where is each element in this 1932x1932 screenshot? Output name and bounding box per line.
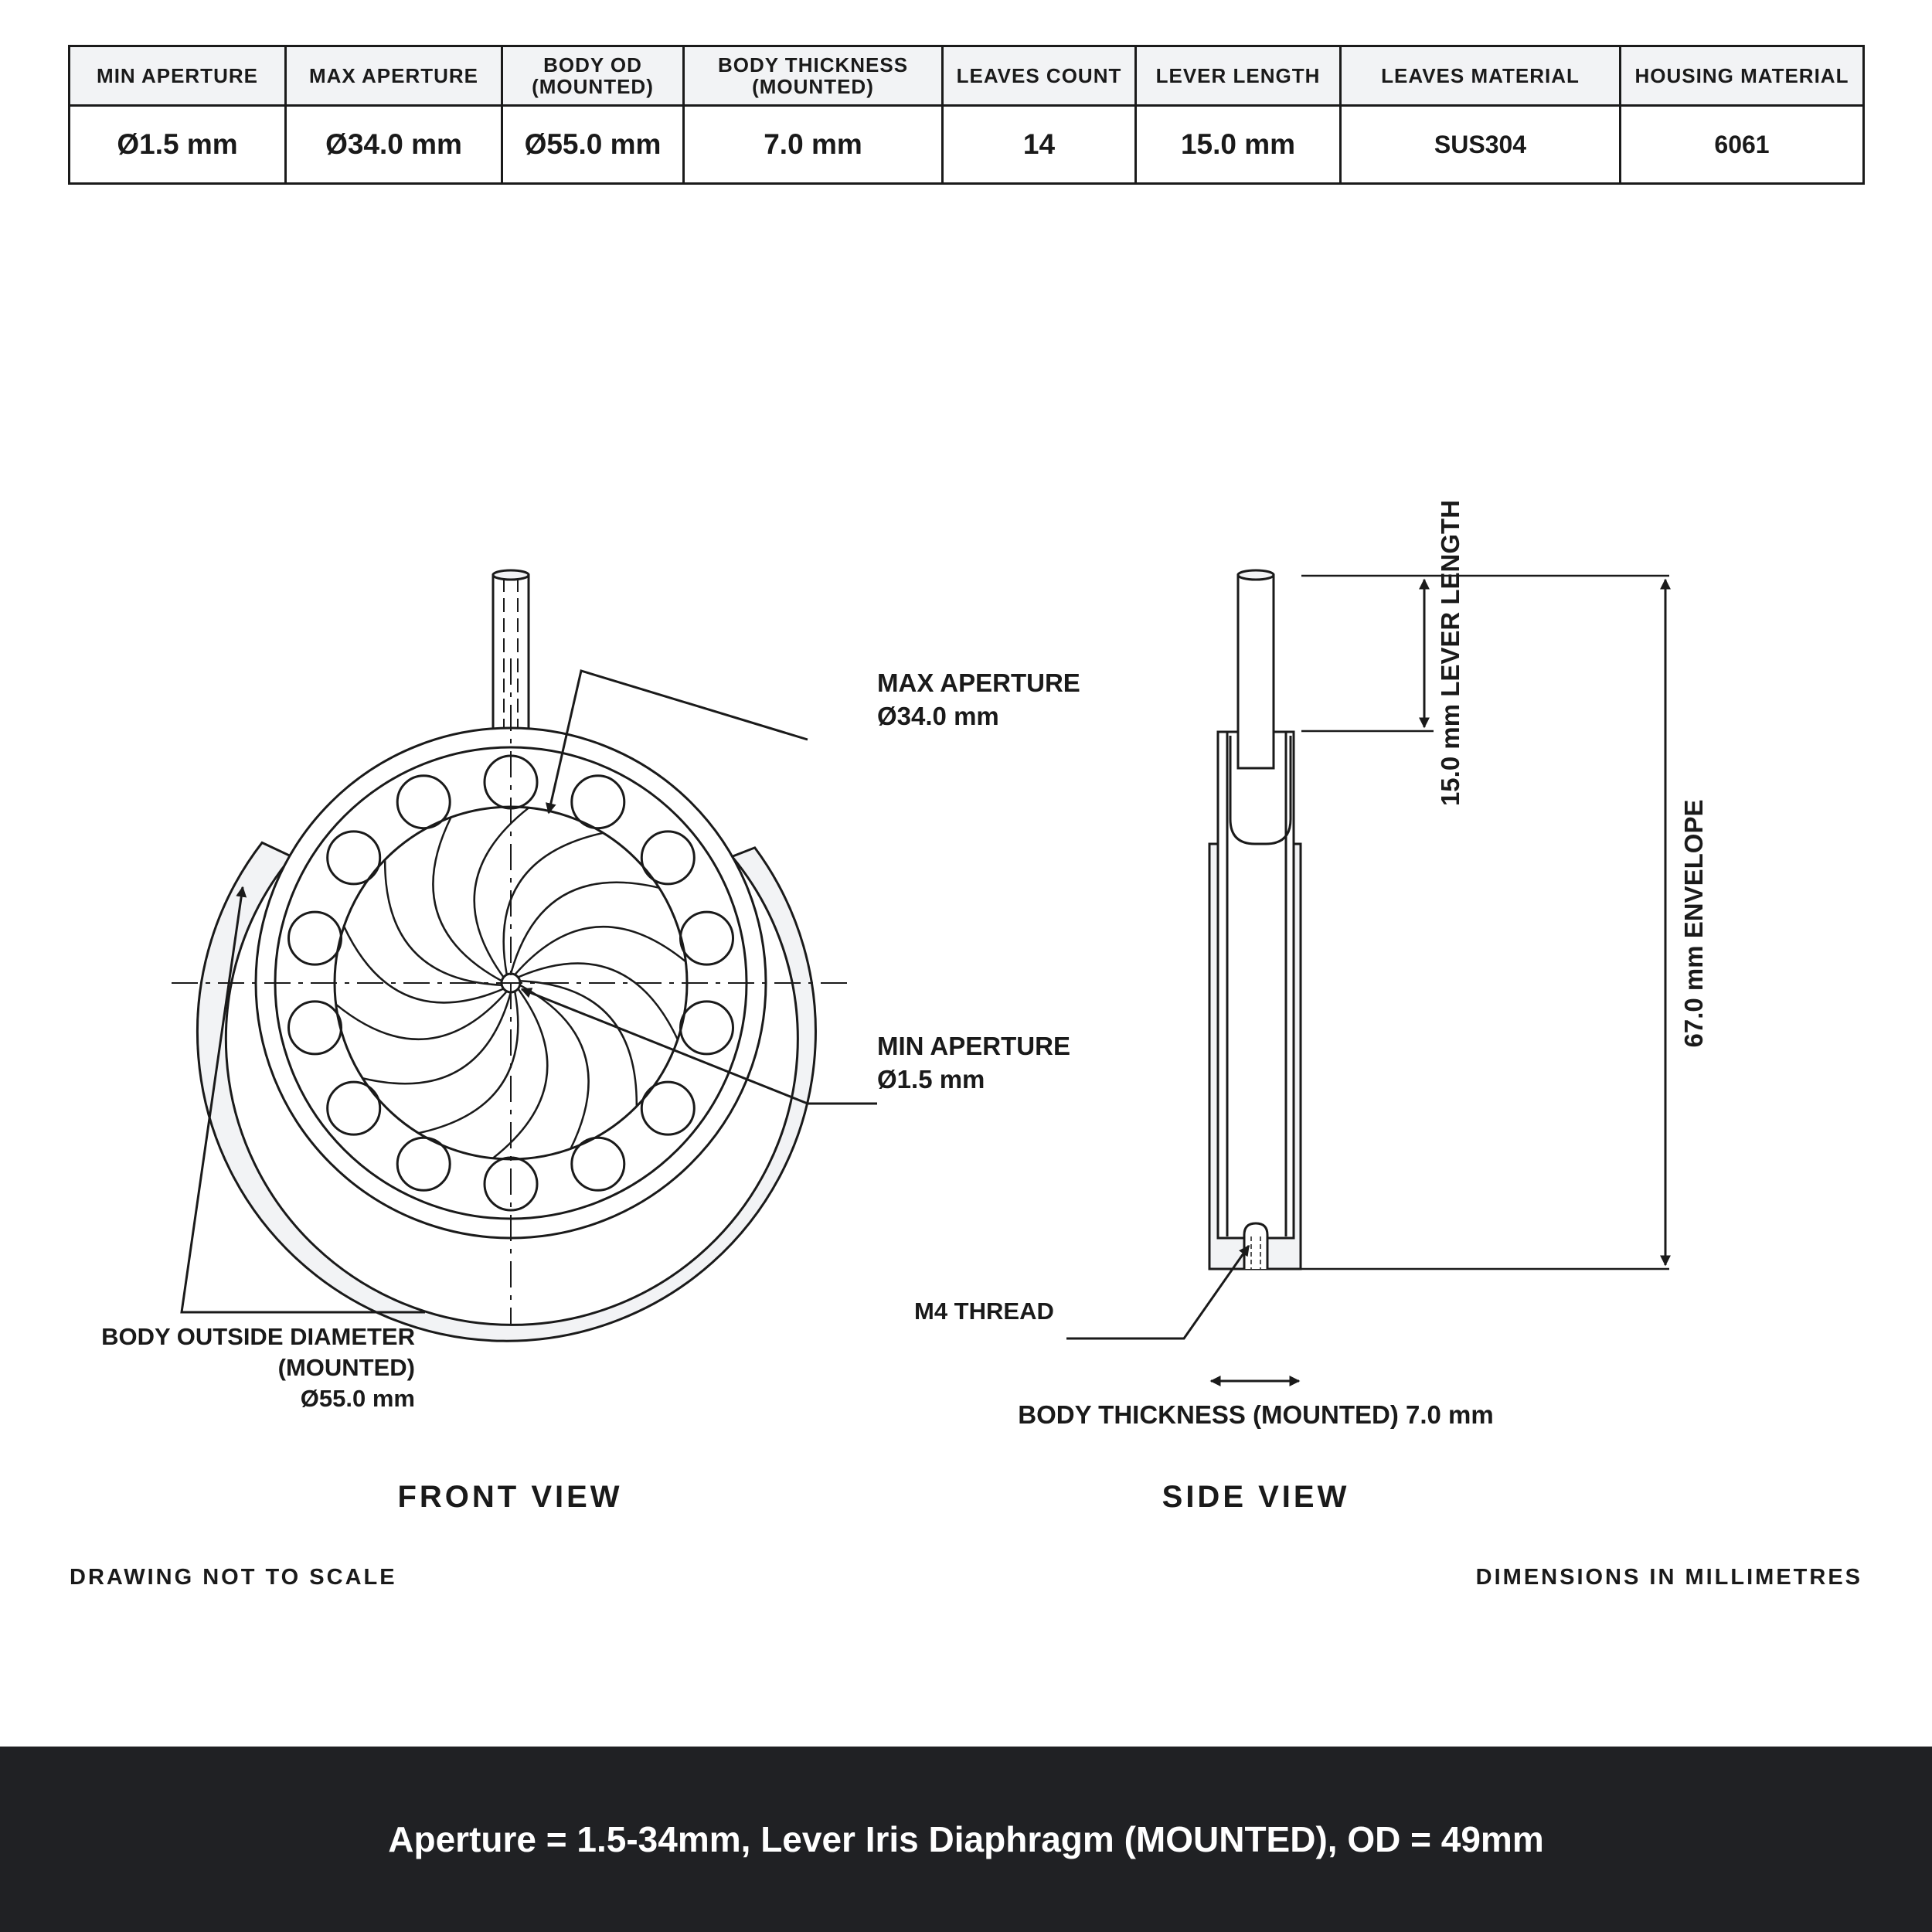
side-lever-pin bbox=[1238, 575, 1274, 768]
header-lever-length: LEVER LENGTH bbox=[1136, 46, 1341, 106]
footer-caption: Aperture = 1.5-34mm, Lever Iris Diaphragm (MOUNTED), OD = 49mm bbox=[388, 1819, 1544, 1859]
front-view bbox=[172, 570, 877, 1341]
value-body-od: Ø55.0 mm bbox=[502, 106, 684, 184]
value-leaves-material: SUS304 bbox=[1341, 106, 1621, 184]
value-max-aperture: Ø34.0 mm bbox=[286, 106, 502, 184]
body-thickness-label: BODY THICKNESS (MOUNTED) 7.0 mm bbox=[1018, 1400, 1494, 1429]
mounting-hole bbox=[289, 1002, 342, 1054]
body-od-label-line2: (MOUNTED) bbox=[277, 1354, 415, 1381]
value-min-aperture: Ø1.5 mm bbox=[70, 106, 286, 184]
dimensions-units-note: DIMENSIONS IN MILLIMETRES bbox=[1475, 1565, 1862, 1590]
header-leaves-count: LEAVES COUNT bbox=[943, 46, 1136, 106]
header-leaves-material: LEAVES MATERIAL bbox=[1341, 46, 1621, 106]
min-aperture-value: Ø1.5 mm bbox=[877, 1065, 985, 1094]
footer-banner bbox=[0, 1747, 1932, 1932]
header-body-od: BODY OD (MOUNTED) bbox=[502, 46, 684, 106]
value-housing-material: 6061 bbox=[1621, 106, 1864, 184]
max-aperture-value: Ø34.0 mm bbox=[877, 702, 999, 730]
lever-length-label: 15.0 mm LEVER LENGTH bbox=[1436, 499, 1464, 807]
side-lever-pin-top bbox=[1238, 570, 1274, 580]
header-housing-material: HOUSING MATERIAL bbox=[1621, 46, 1864, 106]
header-body-thickness: BODY THICKNESS (MOUNTED) bbox=[684, 46, 943, 106]
value-lever-length: 15.0 mm bbox=[1136, 106, 1341, 184]
body-od-label-line1: BODY OUTSIDE DIAMETER bbox=[101, 1323, 415, 1350]
mounting-hole bbox=[681, 912, 733, 964]
m4-thread-label: M4 THREAD bbox=[914, 1298, 1054, 1325]
header-max-aperture: MAX APERTURE bbox=[286, 46, 502, 106]
min-aperture-label: MIN APERTURE bbox=[877, 1032, 1070, 1060]
side-view-title: SIDE VIEW bbox=[1162, 1480, 1350, 1514]
value-leaves-count: 14 bbox=[943, 106, 1136, 184]
front-view-title: FRONT VIEW bbox=[397, 1480, 623, 1514]
drawing-not-to-scale-note: DRAWING NOT TO SCALE bbox=[70, 1565, 397, 1590]
value-body-thickness: 7.0 mm bbox=[684, 106, 943, 184]
envelope-label: 67.0 mm ENVELOPE bbox=[1679, 799, 1708, 1048]
max-aperture-label: MAX APERTURE bbox=[877, 668, 1080, 697]
side-view bbox=[1066, 570, 1669, 1381]
body-od-value: Ø55.0 mm bbox=[300, 1385, 415, 1412]
mounting-hole bbox=[289, 912, 342, 964]
header-min-aperture: MIN APERTURE bbox=[70, 46, 286, 106]
mounting-hole bbox=[681, 1002, 733, 1054]
lever-pin-top bbox=[493, 570, 529, 580]
